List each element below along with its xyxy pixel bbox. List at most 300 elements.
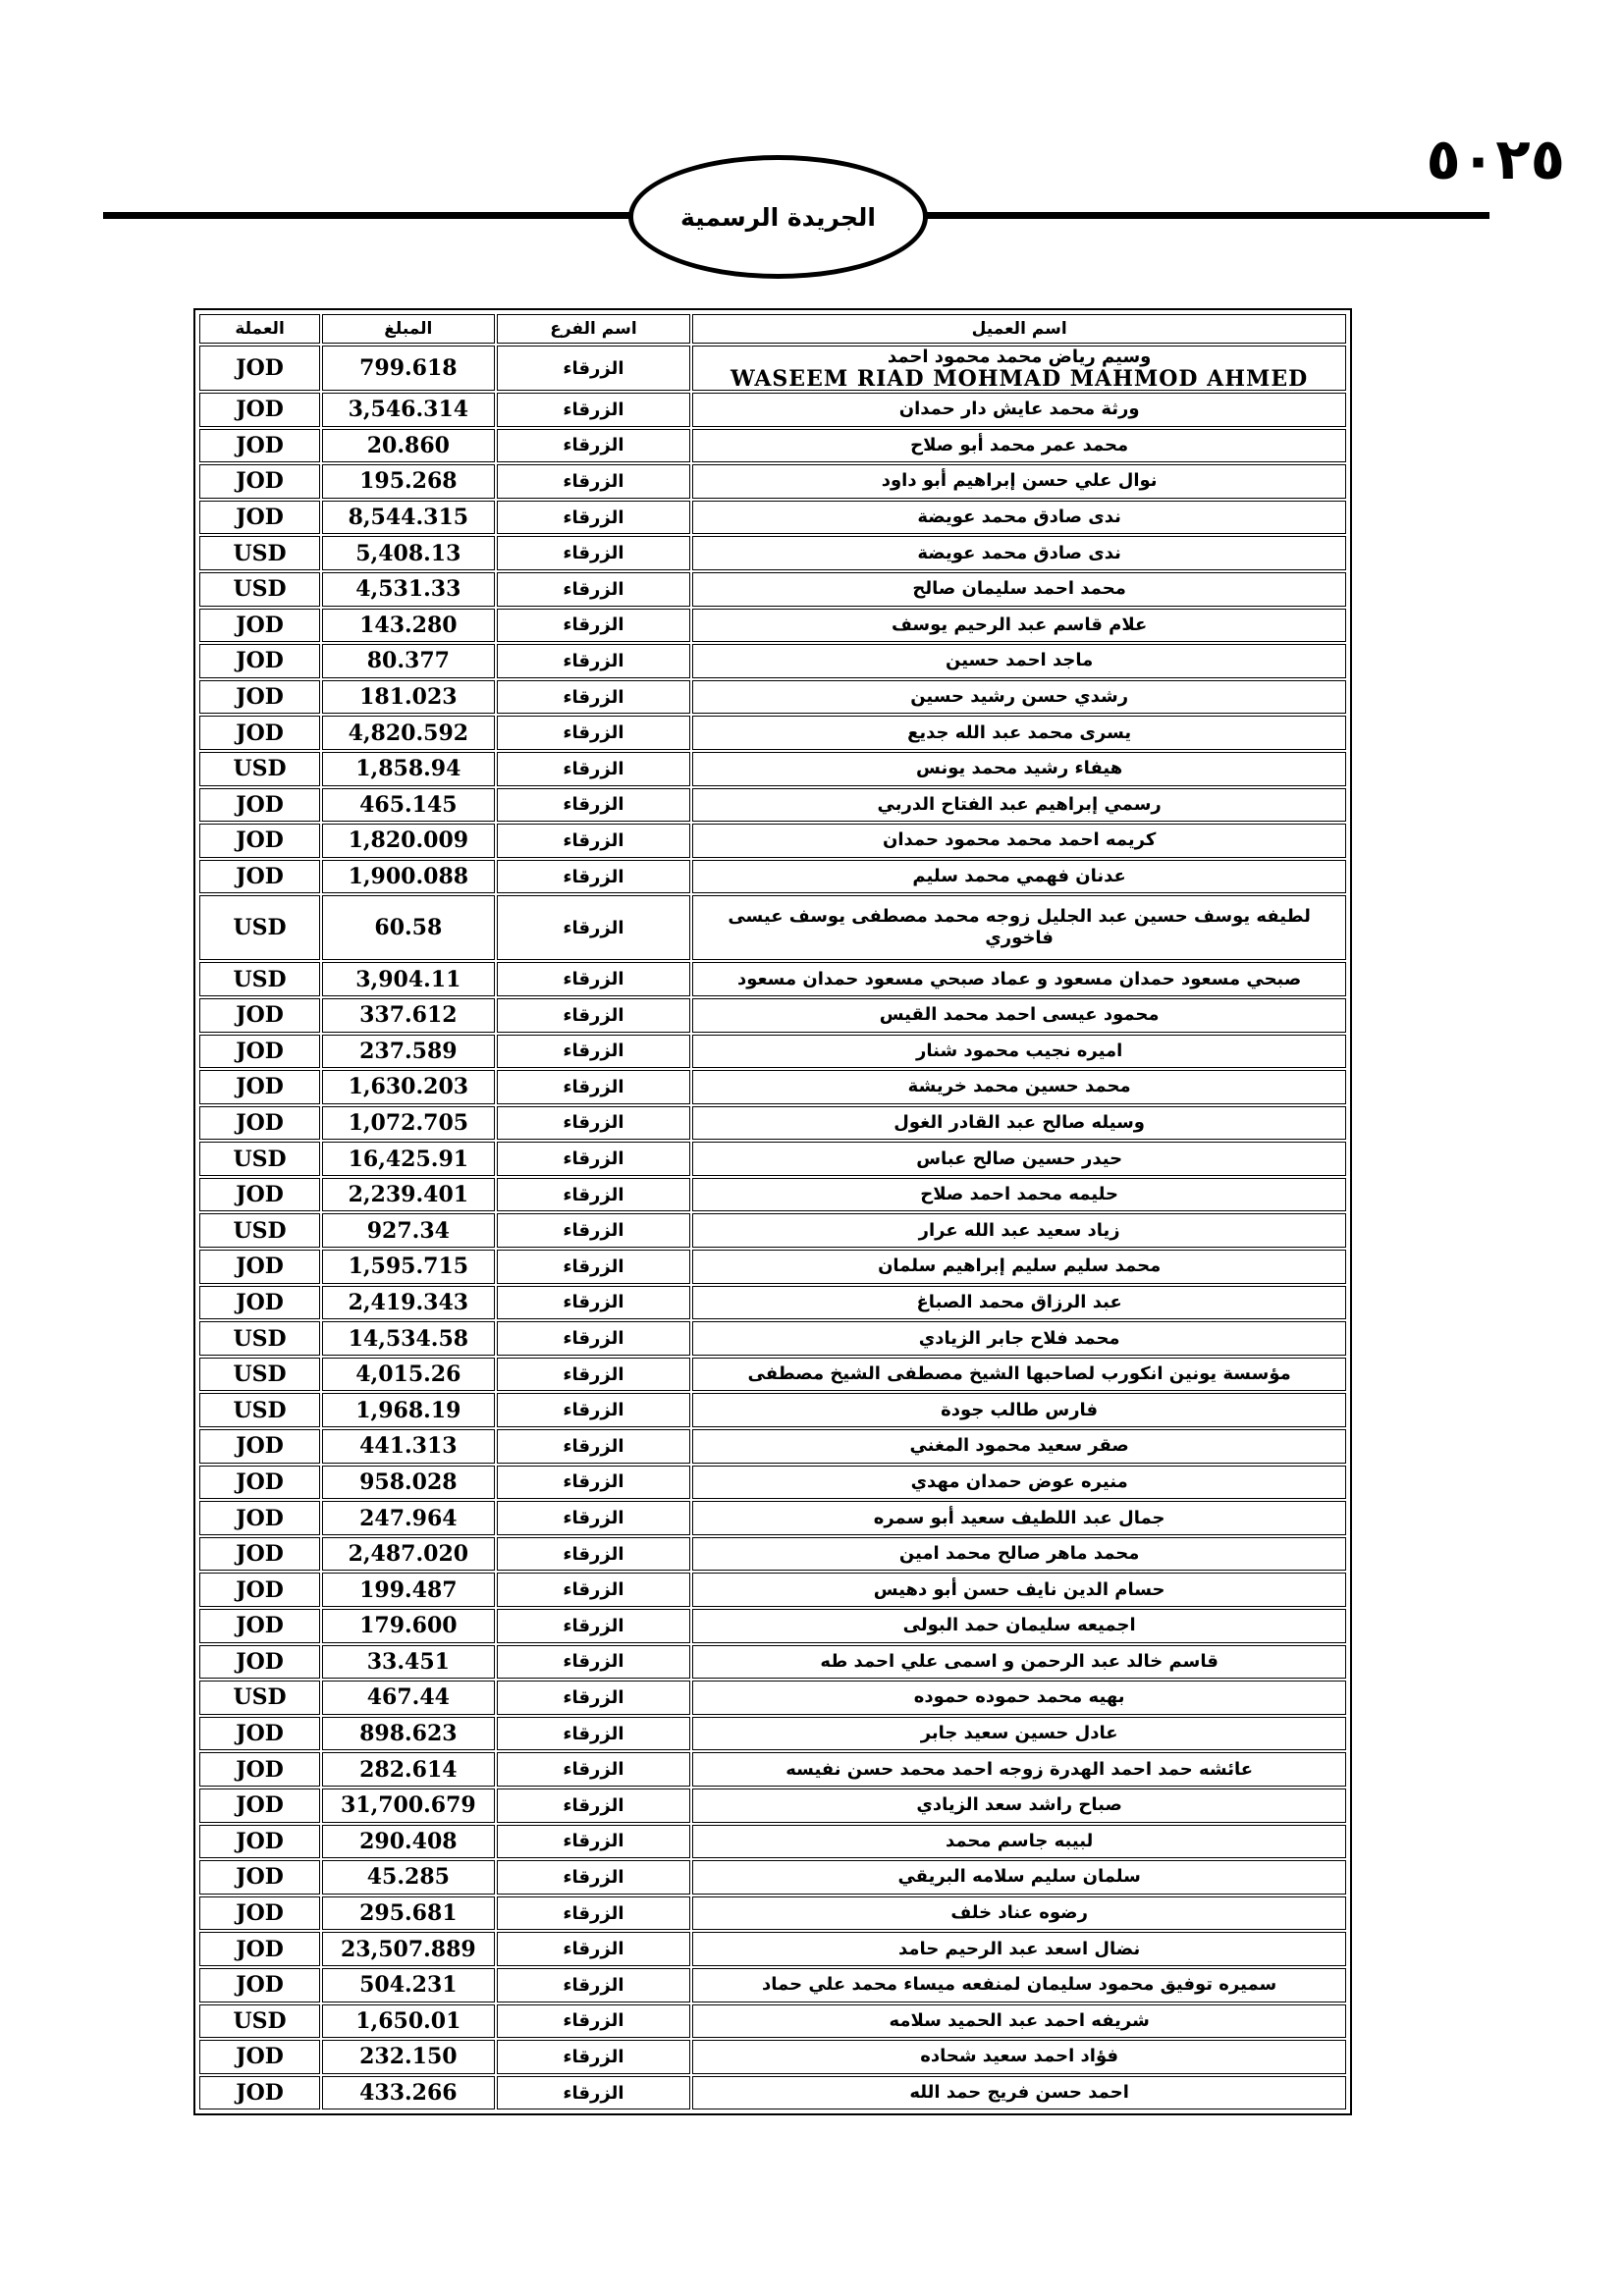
currency-code: JOD [199, 1429, 320, 1464]
branch-name: الزرقاء [497, 998, 691, 1033]
client-name-arabic: عبد الرزاق محمد الصباغ [916, 1291, 1122, 1312]
table-row [199, 1321, 1346, 1356]
table-body [199, 346, 1346, 2109]
amount-value: 181.023 [322, 680, 495, 715]
amount-value: 232.150 [322, 2040, 495, 2074]
header-currency: العملة [199, 314, 320, 344]
client-name [692, 1717, 1346, 1751]
client-name [692, 2040, 1346, 2074]
client-name [692, 1825, 1346, 1859]
client-name-arabic: وسيم رياض محمد محمود احمد [887, 347, 1152, 367]
currency-code: USD [199, 1358, 320, 1392]
client-name-arabic: رسمي إبراهيم عبد الفتاح الدربي [877, 793, 1162, 815]
branch-name: الزرقاء [497, 346, 691, 391]
table-row [199, 1142, 1346, 1176]
branch-name: الزرقاء [497, 788, 691, 823]
header-name: اسم العميل [692, 314, 1346, 344]
branch-name: الزرقاء [497, 716, 691, 750]
amount-value: 60.58 [322, 895, 495, 960]
client-name-arabic: بهيه محمد حموده حموده [913, 1686, 1125, 1708]
table-row [199, 895, 1346, 960]
client-name [692, 1106, 1346, 1141]
amount-value: 3,904.11 [322, 962, 495, 996]
client-name [692, 1968, 1346, 2002]
currency-code: USD [199, 1393, 320, 1427]
gazette-title: الجريدة الرسمية [679, 202, 877, 232]
branch-name: الزرقاء [497, 1968, 691, 2002]
client-name [692, 464, 1346, 499]
amount-value: 1,858.94 [322, 752, 495, 786]
amount-value: 31,700.679 [322, 1789, 495, 1823]
currency-code: JOD [199, 1789, 320, 1823]
branch-name: الزرقاء [497, 1752, 691, 1787]
branch-name: الزرقاء [497, 1860, 691, 1895]
branch-name: الزرقاء [497, 2004, 691, 2039]
amount-value: 1,900.088 [322, 860, 495, 894]
table-row [199, 346, 1346, 391]
client-name-arabic: لطيفه يوسف حسين عبد الجليل زوجه محمد مصطفى يوسف عيسى فاخوري [728, 906, 1311, 949]
amount-value: 4,820.592 [322, 716, 495, 750]
amount-value: 195.268 [322, 464, 495, 499]
currency-code: JOD [199, 1645, 320, 1680]
table-row [199, 429, 1346, 463]
currency-code: JOD [199, 1106, 320, 1141]
accounts-table [197, 312, 1348, 2111]
client-name [692, 895, 1346, 960]
currency-code: JOD [199, 1717, 320, 1751]
branch-name: الزرقاء [497, 1681, 691, 1715]
amount-value: 433.266 [322, 2076, 495, 2110]
table-row [199, 1250, 1346, 1284]
branch-name: الزرقاء [497, 536, 691, 570]
table-row [199, 1968, 1346, 2002]
client-name-arabic: احمد حسن فريج حمد الله [909, 2082, 1129, 2104]
branch-name: الزرقاء [497, 501, 691, 535]
amount-value: 199.487 [322, 1573, 495, 1607]
client-name-arabic: منيره عوض حمدان مهدي [910, 1470, 1128, 1492]
branch-name: الزرقاء [497, 2076, 691, 2110]
client-name-arabic: ماجد احمد حسين [946, 650, 1094, 671]
currency-code: JOD [199, 346, 320, 391]
table-row [199, 1286, 1346, 1320]
client-name [692, 824, 1346, 858]
client-name-arabic: عادل حسين سعيد جابر [920, 1723, 1118, 1744]
branch-name: الزرقاء [497, 824, 691, 858]
table-row [199, 680, 1346, 715]
amount-value: 2,487.020 [322, 1537, 495, 1572]
table-row [199, 1717, 1346, 1751]
branch-name: الزرقاء [497, 1142, 691, 1176]
currency-code: JOD [199, 609, 320, 643]
client-name [692, 998, 1346, 1033]
branch-name: الزرقاء [497, 1321, 691, 1356]
currency-code: USD [199, 1213, 320, 1248]
client-name-arabic: حسام الدين نايف حسن أبو دهيس [873, 1578, 1165, 1600]
client-name [692, 1789, 1346, 1823]
table-row [199, 1429, 1346, 1464]
branch-name: الزرقاء [497, 1358, 691, 1392]
client-name-arabic: حليمه محمد احمد صلاح [920, 1184, 1118, 1205]
amount-value: 33.451 [322, 1645, 495, 1680]
amount-value: 4,015.26 [322, 1358, 495, 1392]
client-name-arabic: نوال علي حسن إبراهيم أبو داود [881, 470, 1158, 492]
currency-code: USD [199, 962, 320, 996]
amount-value: 4,531.33 [322, 572, 495, 607]
amount-value: 337.612 [322, 998, 495, 1033]
client-name-arabic: شريفه احمد عبد الحميد سلامه [889, 2009, 1150, 2031]
currency-code: JOD [199, 1573, 320, 1607]
client-name-arabic: فارس طالب جودة [941, 1399, 1099, 1420]
client-name-arabic: فؤاد احمد سعيد شحاده [920, 2046, 1119, 2067]
currency-code: JOD [199, 1896, 320, 1931]
branch-name: الزرقاء [497, 1035, 691, 1069]
client-name [692, 1896, 1346, 1931]
client-name [692, 1609, 1346, 1643]
table-row [199, 1035, 1346, 1069]
table-row [199, 609, 1346, 643]
client-name-arabic: ندى صادق محمد عويضة [917, 507, 1121, 528]
client-name [692, 1537, 1346, 1572]
amount-value: 898.623 [322, 1717, 495, 1751]
client-name [692, 1860, 1346, 1895]
table-row [199, 2040, 1346, 2074]
amount-value: 1,595.715 [322, 1250, 495, 1284]
amount-value: 5,408.13 [322, 536, 495, 570]
currency-code: JOD [199, 2040, 320, 2074]
branch-name: الزرقاء [497, 1070, 691, 1104]
client-name [692, 788, 1346, 823]
currency-code: USD [199, 1142, 320, 1176]
branch-name: الزرقاء [497, 752, 691, 786]
client-name-arabic: ندى صادق محمد عويضة [917, 542, 1121, 563]
client-name-arabic: اميره نجيب محمود شنار [915, 1040, 1123, 1061]
client-name-arabic: يسرى محمد عبد الله جديع [907, 721, 1132, 743]
client-name [692, 1286, 1346, 1320]
client-name-arabic: هيفاء رشيد محمد يونس [916, 758, 1123, 779]
currency-code: JOD [199, 1609, 320, 1643]
branch-name: الزرقاء [497, 572, 691, 607]
table-row [199, 644, 1346, 678]
amount-value: 1,072.705 [322, 1106, 495, 1141]
client-name-arabic: رشدي حسن رشيد حسين [910, 686, 1129, 708]
currency-code: JOD [199, 998, 320, 1033]
currency-code: JOD [199, 1466, 320, 1500]
amount-value: 20.860 [322, 429, 495, 463]
client-name-arabic: عدنان فهمي محمد سليم [912, 866, 1126, 887]
table-row [199, 1466, 1346, 1500]
table-row [199, 1213, 1346, 1248]
client-name [692, 346, 1346, 391]
client-name-arabic: قاسم خالد عبد الرحمن و اسمى علي احمد طه [820, 1650, 1218, 1672]
table-row [199, 1573, 1346, 1607]
table-row [199, 716, 1346, 750]
client-name-arabic: رضوه عناد خلف [950, 1902, 1088, 1924]
client-name-arabic: وسيله صالح عبد القادر الغول [893, 1111, 1145, 1133]
client-name [692, 716, 1346, 750]
branch-name: الزرقاء [497, 1466, 691, 1500]
branch-name: الزرقاء [497, 1393, 691, 1427]
client-name [692, 1393, 1346, 1427]
client-name-arabic: اجميعه سليمان حمد البولى [902, 1615, 1136, 1636]
amount-value: 143.280 [322, 609, 495, 643]
amount-value: 80.377 [322, 644, 495, 678]
client-name-arabic: محمد سليم سليم إبراهيم سلمان [878, 1255, 1162, 1277]
branch-name: الزرقاء [497, 1501, 691, 1535]
branch-name: الزرقاء [497, 644, 691, 678]
client-name-arabic: مؤسسة يونين انكورب لصاحبها الشيخ مصطفى الشيخ مصطفى [747, 1363, 1291, 1385]
client-name [692, 609, 1346, 643]
branch-name: الزرقاء [497, 1825, 691, 1859]
table-row [199, 1106, 1346, 1141]
client-name-arabic: صبحي مسعود حمدان مسعود و عماد صبحي مسعود حمدان مسعود [736, 968, 1302, 989]
client-name-arabic: محمود عيسى احمد محمد القيس [879, 1004, 1160, 1026]
client-name [692, 536, 1346, 570]
client-name-arabic: سميره توفيق محمود سليمان لمنفعه ميساء محمد علي حماد [762, 1974, 1277, 1996]
table-row [199, 536, 1346, 570]
branch-name: الزرقاء [497, 1609, 691, 1643]
table-row [199, 860, 1346, 894]
table-row [199, 1681, 1346, 1715]
currency-code: JOD [199, 464, 320, 499]
currency-code: JOD [199, 1178, 320, 1212]
table-row [199, 1825, 1346, 1859]
currency-code: JOD [199, 1860, 320, 1895]
branch-name: الزرقاء [497, 1286, 691, 1320]
amount-value: 1,630.203 [322, 1070, 495, 1104]
header-amount: المبلغ [322, 314, 495, 344]
client-name [692, 1358, 1346, 1392]
branch-name: الزرقاء [497, 962, 691, 996]
branch-name: الزرقاء [497, 2040, 691, 2074]
client-name [692, 429, 1346, 463]
amount-value: 465.145 [322, 788, 495, 823]
currency-code: JOD [199, 1035, 320, 1069]
client-name-arabic: محمد عمر محمد أبو صلاح [910, 434, 1129, 455]
table-row [199, 1358, 1346, 1392]
amount-value: 1,820.009 [322, 824, 495, 858]
amount-value: 179.600 [322, 1609, 495, 1643]
accounts-table-frame [193, 308, 1352, 2115]
amount-value: 927.34 [322, 1213, 495, 1248]
currency-code: JOD [199, 716, 320, 750]
amount-value: 247.964 [322, 1501, 495, 1535]
client-name-arabic: محمد ماهر صالح محمد امين [898, 1543, 1140, 1565]
currency-code: JOD [199, 680, 320, 715]
branch-name: الزرقاء [497, 860, 691, 894]
table-row [199, 824, 1346, 858]
currency-code: JOD [199, 1825, 320, 1859]
table-row [199, 1645, 1346, 1680]
amount-value: 237.589 [322, 1035, 495, 1069]
client-name [692, 2004, 1346, 2039]
amount-value: 16,425.91 [322, 1142, 495, 1176]
amount-value: 1,968.19 [322, 1393, 495, 1427]
header-branch: اسم الفرع [497, 314, 691, 344]
amount-value: 1,650.01 [322, 2004, 495, 2039]
client-name-arabic: صباح راشد سعد الزيادي [916, 1794, 1122, 1816]
currency-code: JOD [199, 1968, 320, 2002]
client-name [692, 1501, 1346, 1535]
currency-code: USD [199, 1321, 320, 1356]
client-name [692, 1213, 1346, 1248]
client-name [692, 1035, 1346, 1069]
currency-code: JOD [199, 788, 320, 823]
client-name-arabic: محمد احمد سليمان صالح [912, 578, 1126, 600]
client-name [692, 752, 1346, 786]
table-row [199, 1932, 1346, 1966]
amount-value: 290.408 [322, 1825, 495, 1859]
branch-name: الزرقاء [497, 1896, 691, 1931]
client-name [692, 1429, 1346, 1464]
branch-name: الزرقاء [497, 1106, 691, 1141]
client-name [692, 680, 1346, 715]
client-name [692, 1573, 1346, 1607]
client-name [692, 1466, 1346, 1500]
branch-name: الزرقاء [497, 1932, 691, 1966]
amount-value: 45.285 [322, 1860, 495, 1895]
table-header-row [199, 314, 1346, 344]
currency-code: USD [199, 895, 320, 960]
amount-value: 2,419.343 [322, 1286, 495, 1320]
table-row [199, 2004, 1346, 2039]
table-row [199, 752, 1346, 786]
branch-name: الزرقاء [497, 1178, 691, 1212]
table-row [199, 1070, 1346, 1104]
currency-code: JOD [199, 1752, 320, 1787]
currency-code: JOD [199, 1070, 320, 1104]
branch-name: الزرقاء [497, 393, 691, 427]
currency-code: USD [199, 2004, 320, 2039]
client-name [692, 1932, 1346, 1966]
currency-code: JOD [199, 501, 320, 535]
client-name [692, 1070, 1346, 1104]
amount-value: 14,534.58 [322, 1321, 495, 1356]
table-row [199, 1789, 1346, 1823]
table-row [199, 1896, 1346, 1931]
currency-code: JOD [199, 429, 320, 463]
client-name [692, 1752, 1346, 1787]
client-name-arabic: لبيبه جاسم محمد [945, 1830, 1094, 1851]
client-name [692, 2076, 1346, 2110]
branch-name: الزرقاء [497, 1250, 691, 1284]
client-name [692, 1250, 1346, 1284]
amount-value: 23,507.889 [322, 1932, 495, 1966]
client-name [692, 962, 1346, 996]
client-name [692, 860, 1346, 894]
amount-value: 8,544.315 [322, 501, 495, 535]
currency-code: JOD [199, 393, 320, 427]
currency-code: JOD [199, 860, 320, 894]
currency-code: USD [199, 1681, 320, 1715]
client-name [692, 1142, 1346, 1176]
currency-code: JOD [199, 1501, 320, 1535]
branch-name: الزرقاء [497, 1789, 691, 1823]
client-name-arabic: كريمه احمد محمد محمود حمدان [882, 829, 1157, 851]
currency-code: JOD [199, 824, 320, 858]
client-name [692, 572, 1346, 607]
client-name [692, 1178, 1346, 1212]
table-row [199, 2076, 1346, 2110]
table-row [199, 1501, 1346, 1535]
currency-code: JOD [199, 1286, 320, 1320]
table-row [199, 572, 1346, 607]
client-name-arabic: سلمان سليم سلامه البريقي [897, 1866, 1141, 1888]
currency-code: USD [199, 752, 320, 786]
currency-code: JOD [199, 1537, 320, 1572]
branch-name: الزرقاء [497, 1213, 691, 1248]
amount-value: 295.681 [322, 1896, 495, 1931]
amount-value: 958.028 [322, 1466, 495, 1500]
client-name [692, 1681, 1346, 1715]
currency-code: JOD [199, 2076, 320, 2110]
client-name-arabic: محمد فلاح جابر الزيادي [918, 1327, 1120, 1349]
currency-code: USD [199, 536, 320, 570]
table-row [199, 962, 1346, 996]
table-row [199, 1393, 1346, 1427]
table-row [199, 1860, 1346, 1895]
amount-value: 504.231 [322, 1968, 495, 2002]
client-name [692, 1321, 1346, 1356]
currency-code: USD [199, 572, 320, 607]
client-name-arabic: ورثة محمد عايش دار حمدان [898, 399, 1140, 420]
branch-name: الزرقاء [497, 680, 691, 715]
header-oval [628, 155, 928, 279]
table-row [199, 1537, 1346, 1572]
client-name-arabic: نضال اسعد عبد الرحيم حامد [898, 1938, 1141, 1959]
client-name-arabic: علام قاسم عبد الرحيم يوسف [891, 614, 1148, 635]
client-name-arabic: حيدر حسين صالح عباس [916, 1148, 1123, 1169]
client-name-arabic: زياد سعيد عبد الله عرار [918, 1219, 1120, 1241]
client-name [692, 644, 1346, 678]
table-row [199, 393, 1346, 427]
branch-name: الزرقاء [497, 1573, 691, 1607]
branch-name: الزرقاء [497, 895, 691, 960]
table-row [199, 998, 1346, 1033]
page-number: ٥٠٢٥ [1426, 126, 1565, 192]
branch-name: الزرقاء [497, 464, 691, 499]
amount-value: 3,546.314 [322, 393, 495, 427]
currency-code: JOD [199, 644, 320, 678]
amount-value: 2,239.401 [322, 1178, 495, 1212]
client-name-arabic: جمال عبد اللطيف سعيد أبو سمره [873, 1507, 1165, 1528]
amount-value: 441.313 [322, 1429, 495, 1464]
client-name-latin: WASEEM RIAD MOHMAD MAHMOD AHMED [731, 366, 1309, 392]
amount-value: 799.618 [322, 346, 495, 391]
table-row [199, 1609, 1346, 1643]
branch-name: الزرقاء [497, 609, 691, 643]
client-name [692, 501, 1346, 535]
table-row [199, 464, 1346, 499]
branch-name: الزرقاء [497, 1429, 691, 1464]
branch-name: الزرقاء [497, 1717, 691, 1751]
table-row [199, 1178, 1346, 1212]
client-name [692, 393, 1346, 427]
table-row [199, 1752, 1346, 1787]
amount-value: 282.614 [322, 1752, 495, 1787]
branch-name: الزرقاء [497, 429, 691, 463]
branch-name: الزرقاء [497, 1645, 691, 1680]
currency-code: JOD [199, 1250, 320, 1284]
table-row [199, 501, 1346, 535]
branch-name: الزرقاء [497, 1537, 691, 1572]
client-name-arabic: صقر سعيد محمود المغني [909, 1435, 1129, 1457]
client-name-arabic: محمد حسين محمد خريشة [907, 1076, 1131, 1097]
client-name-arabic: عائشه حمد احمد الهدرة زوجه احمد محمد حسن نفيسه [785, 1758, 1254, 1780]
table-row [199, 788, 1346, 823]
amount-value: 467.44 [322, 1681, 495, 1715]
currency-code: JOD [199, 1932, 320, 1966]
client-name [692, 1645, 1346, 1680]
